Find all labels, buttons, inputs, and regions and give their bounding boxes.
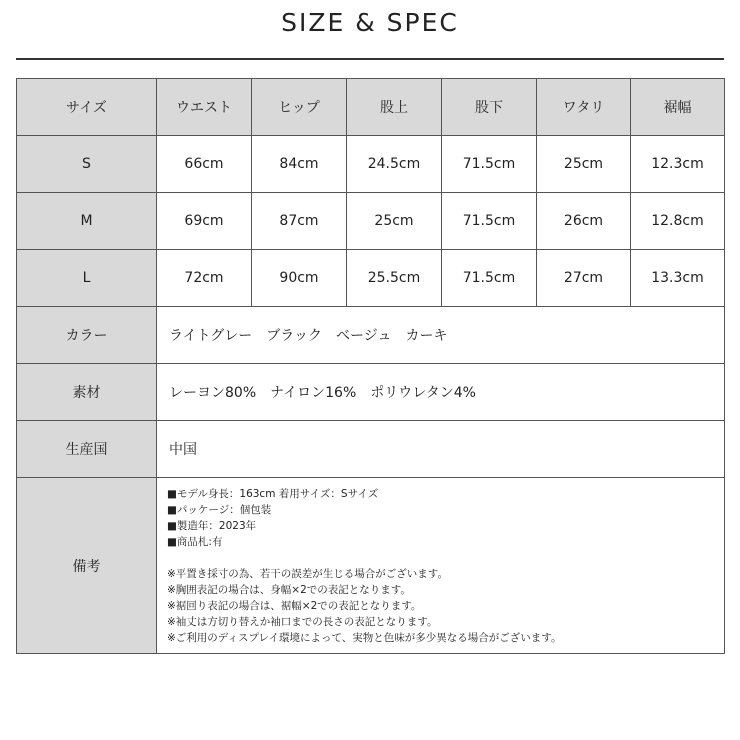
- inseam-value: 71.5cm: [442, 136, 537, 193]
- note-item: ■商品札:有: [167, 535, 223, 548]
- notes-content: [157, 486, 724, 646]
- size-spec-table: [16, 78, 725, 654]
- thigh-value: 27cm: [537, 250, 631, 307]
- header-waist: ウエスト: [157, 79, 252, 136]
- title-divider: [16, 58, 724, 60]
- hip-value: 84cm: [252, 136, 347, 193]
- material-value: レーヨン80% ナイロン16% ポリウレタン4%: [157, 364, 725, 421]
- origin-value: 中国: [157, 421, 725, 478]
- remark-item: ※裾回り表記の場合は、裾幅×2での表記となります。: [167, 599, 422, 612]
- size-row-s: [17, 136, 725, 193]
- header-hip: ヒップ: [252, 79, 347, 136]
- hip-value: 87cm: [252, 193, 347, 250]
- inseam-value: 71.5cm: [442, 193, 537, 250]
- header-rise: 股上: [347, 79, 442, 136]
- notes-label: 備考: [17, 478, 157, 654]
- rise-value: 24.5cm: [347, 136, 442, 193]
- note-item: ■モデル身長：163cm 着用サイズ：Sサイズ: [167, 487, 379, 500]
- inseam-value: 71.5cm: [442, 250, 537, 307]
- notes-cell: [157, 478, 725, 654]
- material-label: 素材: [17, 364, 157, 421]
- header-thigh: ワタリ: [537, 79, 631, 136]
- thigh-value: 25cm: [537, 136, 631, 193]
- remark-item: ※袖丈は方切り替えか袖口までの長さの表記となります。: [167, 615, 438, 628]
- origin-row: [17, 421, 725, 478]
- hem-width-value: 12.8cm: [631, 193, 725, 250]
- hem-width-value: 13.3cm: [631, 250, 725, 307]
- note-item: ■製造年：2023年: [167, 519, 257, 532]
- color-value: ライトグレー ブラック ベージュ カーキ: [157, 307, 725, 364]
- notes-spacer: [167, 550, 724, 566]
- waist-value: 72cm: [157, 250, 252, 307]
- note-item: ■パッケージ：個包装: [167, 503, 272, 516]
- waist-value: 66cm: [157, 136, 252, 193]
- remark-item: ※平置き採寸の為、若干の誤差が生じる場合がございます。: [167, 567, 448, 580]
- thigh-value: 26cm: [537, 193, 631, 250]
- header-size: サイズ: [17, 79, 157, 136]
- page-title: SIZE & SPEC: [281, 8, 459, 37]
- rise-value: 25cm: [347, 193, 442, 250]
- size-row-m: [17, 193, 725, 250]
- notes-row: [17, 478, 725, 654]
- size-label: L: [17, 250, 157, 307]
- header-inseam: 股下: [442, 79, 537, 136]
- hip-value: 90cm: [252, 250, 347, 307]
- origin-label: 生産国: [17, 421, 157, 478]
- remark-item: ※胸囲表記の場合は、身幅×2での表記となります。: [167, 583, 411, 596]
- color-row: [17, 307, 725, 364]
- material-row: [17, 364, 725, 421]
- remark-item: ※ご利用のディスプレイ環境によって、実物と色味が多少異なる場合がございます。: [167, 631, 562, 644]
- size-label: M: [17, 193, 157, 250]
- size-row-l: [17, 250, 725, 307]
- color-label: カラー: [17, 307, 157, 364]
- waist-value: 69cm: [157, 193, 252, 250]
- rise-value: 25.5cm: [347, 250, 442, 307]
- header-hem-width: 裾幅: [631, 79, 725, 136]
- header-row: [17, 79, 725, 136]
- size-label: S: [17, 136, 157, 193]
- hem-width-value: 12.3cm: [631, 136, 725, 193]
